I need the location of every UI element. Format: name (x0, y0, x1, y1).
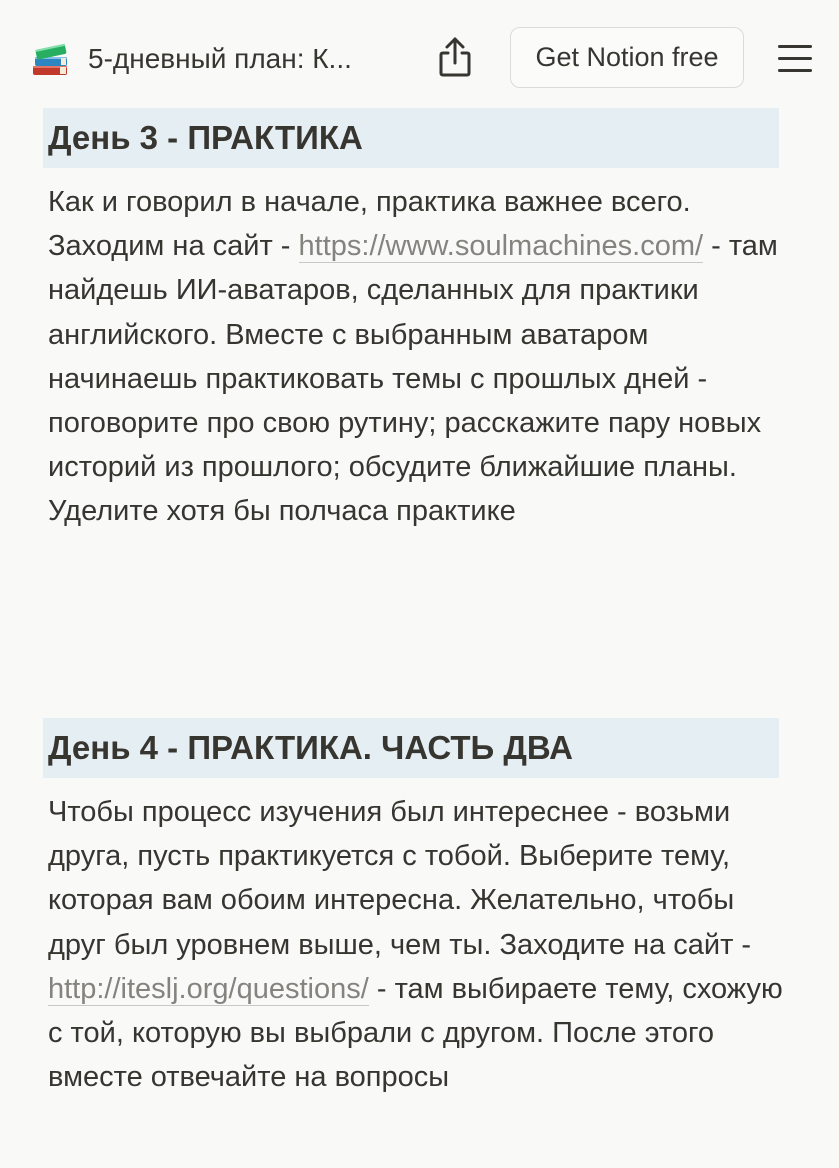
paragraph-text: - там найдешь ИИ-аватаров, сделанных для практики английского. Вместе с выбранным аватаром начинаешь практиковать темы с прошлых дней - поговорите про свою рутину; расскажите пару новых историй из прошлого; обсудите ближайшие планы. Уделите хотя бы полчаса практике (48, 230, 778, 528)
section-paragraph-day-3 (48, 180, 784, 534)
books-icon[interactable] (30, 38, 70, 78)
paragraph-text: Как и говорил в начале, практика важнее всего. Заходим на сайт - (48, 186, 691, 263)
section-heading-day-4: День 4 - ПРАКТИКА. ЧАСТЬ ДВА (43, 718, 779, 778)
iteslj-link[interactable]: http://iteslj.org/questions/ (48, 972, 369, 1005)
share-icon[interactable] (434, 34, 476, 80)
page-title[interactable]: 5-дневный план: К... (88, 43, 352, 74)
paragraph-text: - там выбираете тему, схожую с той, которую вы выбрали с другом. После этого вместе отвечайте на вопросы (48, 972, 783, 1094)
section-heading-day-3: День 3 - ПРАКТИКА (43, 108, 779, 168)
hamburger-menu-icon[interactable] (776, 42, 814, 74)
get-notion-free-button[interactable]: Get Notion free (510, 27, 744, 88)
section-paragraph-day-4 (48, 790, 784, 1099)
soulmachines-link[interactable]: https://www.soulmachines.com/ (298, 230, 704, 263)
paragraph-text: Чтобы процесс изучения был интереснее - возьми друга, пусть практикуется с тобой. Выберите тему, которая вам обоим интересна. Желательно, чтобы друг был уровнем выше, чем ты. Заходите на сайт - (48, 796, 752, 961)
top-bar (0, 0, 839, 108)
